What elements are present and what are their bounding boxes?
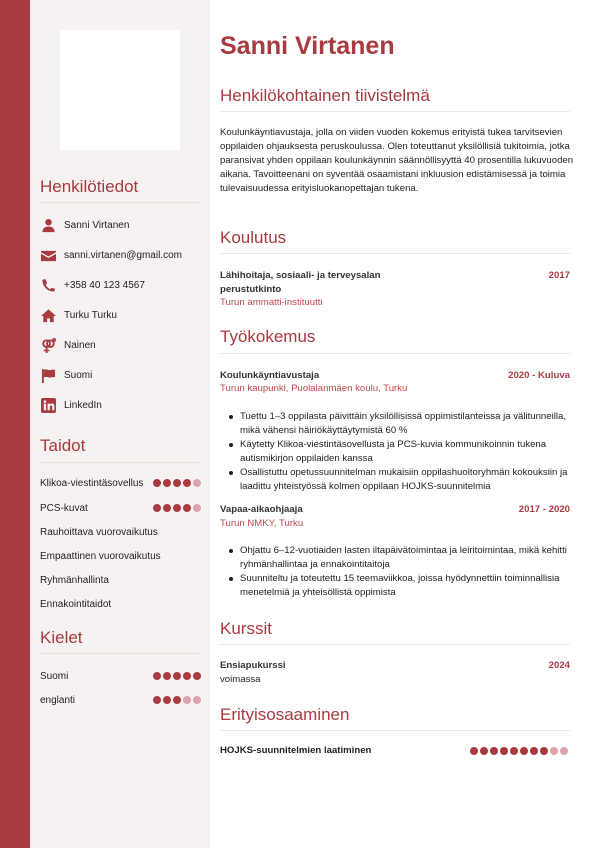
gender-icon	[40, 337, 56, 353]
education-date: 2017	[548, 270, 570, 281]
job-date: 2020 - Kuluva	[508, 370, 570, 381]
candidate-name: Sanni Virtanen	[220, 32, 395, 60]
job-title: Koulunkäyntiavustaja	[220, 370, 320, 381]
skill-item: Empaattinen vuorovaikutus	[40, 550, 161, 562]
divider	[40, 202, 200, 203]
skills-heading: Taidot	[40, 436, 86, 455]
skill-item: PCS-kuvat	[40, 501, 201, 515]
job-date: 2017 - 2020	[518, 504, 570, 515]
language-rating	[153, 672, 201, 680]
linkedin-icon	[40, 397, 56, 413]
bullet-item: Ohjattu 6–12-vuotiaiden lasten iltapäivätoimintaa ja leiritoimintaa, mikä kehitti ryhmänhallintaa ja ennakointitaitoja	[240, 544, 580, 572]
contact-phone: +358 40 123 4567	[40, 277, 145, 293]
special-skill-rating	[470, 747, 568, 755]
personal-info-heading: Henkilötiedot	[40, 177, 139, 196]
envelope-icon	[40, 247, 56, 263]
language-rating	[153, 696, 201, 704]
experience-heading: Työkokemus	[220, 327, 316, 346]
contact-gender: Nainen	[40, 337, 96, 353]
phone-icon	[40, 277, 56, 293]
job-bullets	[240, 410, 580, 494]
profile-photo	[60, 30, 180, 150]
divider	[220, 730, 570, 731]
summary-text: Koulunkäyntiavustaja, jolla on viiden vuoden kokemus erityistä tukea tarvitsevien oppilaiden ohjauksesta peruskoulussa. Olen toteuttanut yksilöllisiä tukitoimia, jotka paransivat yhden oppilaan koulunkäynnin säännöllisyyttä 40 prosentilla lukuvuoden aikana. Tavoitteenani on syventää osaamistani inkluusion edistämisessä ja toimia tulevaisuudessa erityisluokanopettajan tukena.	[220, 127, 574, 194]
skill-item: Rauhoittava vuorovaikutus	[40, 526, 158, 538]
contact-nationality: Suomi	[40, 367, 92, 383]
bullet-item: Suunniteltu ja toteutettu 15 teemaviikkoa, joissa hyödynnettiin toiminnallisia menetelmiä ja yhteisöllistä oppimista	[240, 572, 580, 600]
course-date: 2024	[548, 660, 570, 671]
bullet-item: Tuettu 1–3 oppilasta päivittäin yksilöllisissä oppimistilanteissa ja välitunneilla, mikä vähensi häiriökäyttäytymistä 60 %	[240, 410, 580, 438]
contact-email[interactable]: sanni.virtanen@gmail.com	[40, 247, 182, 263]
divider	[220, 111, 570, 112]
skill-item: Klikoa-viestintäsovellus	[40, 476, 201, 490]
job-title: Vapaa-aikaohjaaja	[220, 504, 303, 515]
course-note: voimassa	[220, 674, 261, 685]
education-school: Turun ammatti-instituutti	[220, 297, 323, 308]
flag-icon	[40, 367, 56, 383]
divider	[220, 644, 570, 645]
main-content	[210, 0, 600, 848]
bullet-item: Osallistuttu opetussuunnitelman mukaisiin oppilashuoltoryhmän kokouksiin ja laadittu yhteistyössä kolmen oppilaan HOJKS-suunnitelmia	[240, 466, 580, 494]
job-employer: Turun NMKY, Turku	[220, 518, 304, 529]
language-item: englanti	[40, 693, 201, 707]
languages-heading: Kielet	[40, 628, 83, 647]
divider	[220, 353, 570, 354]
language-item: Suomi	[40, 669, 201, 683]
course-title: Ensiapukurssi	[220, 660, 286, 671]
home-icon	[40, 307, 56, 323]
special-skill-item: HOJKS-suunnitelmien laatiminen	[220, 745, 568, 756]
contact-name: Sanni Virtanen	[40, 217, 129, 233]
divider	[40, 462, 200, 463]
summary-heading: Henkilökohtainen tiivistelmä	[220, 86, 430, 105]
sidebar	[30, 0, 210, 848]
job-bullets	[240, 544, 580, 600]
education-title: Lähihoitaja, sosiaali- ja terveysalan perustutkinto	[220, 270, 381, 295]
courses-heading: Kurssit	[220, 619, 272, 638]
skill-item: Ryhmänhallinta	[40, 574, 109, 586]
divider	[220, 253, 570, 254]
job-employer: Turun kaupunki, Puolalanmäen koulu, Turku	[220, 383, 408, 394]
contact-address: Turku Turku	[40, 307, 117, 323]
skill-rating	[153, 504, 201, 512]
divider	[40, 653, 200, 654]
skill-rating	[153, 479, 201, 487]
skill-item: Ennakointitaidot	[40, 598, 112, 610]
bullet-item: Käytetty Klikoa-viestintäsovellusta ja PCS-kuvia kommunikoinnin tukena autismikirjon oppilaiden kanssa	[240, 438, 580, 466]
contact-linkedin[interactable]: LinkedIn	[40, 397, 102, 413]
user-icon	[40, 217, 56, 233]
special-skills-heading: Erityisosaaminen	[220, 705, 350, 724]
education-heading: Koulutus	[220, 228, 287, 247]
accent-strip	[0, 0, 30, 848]
